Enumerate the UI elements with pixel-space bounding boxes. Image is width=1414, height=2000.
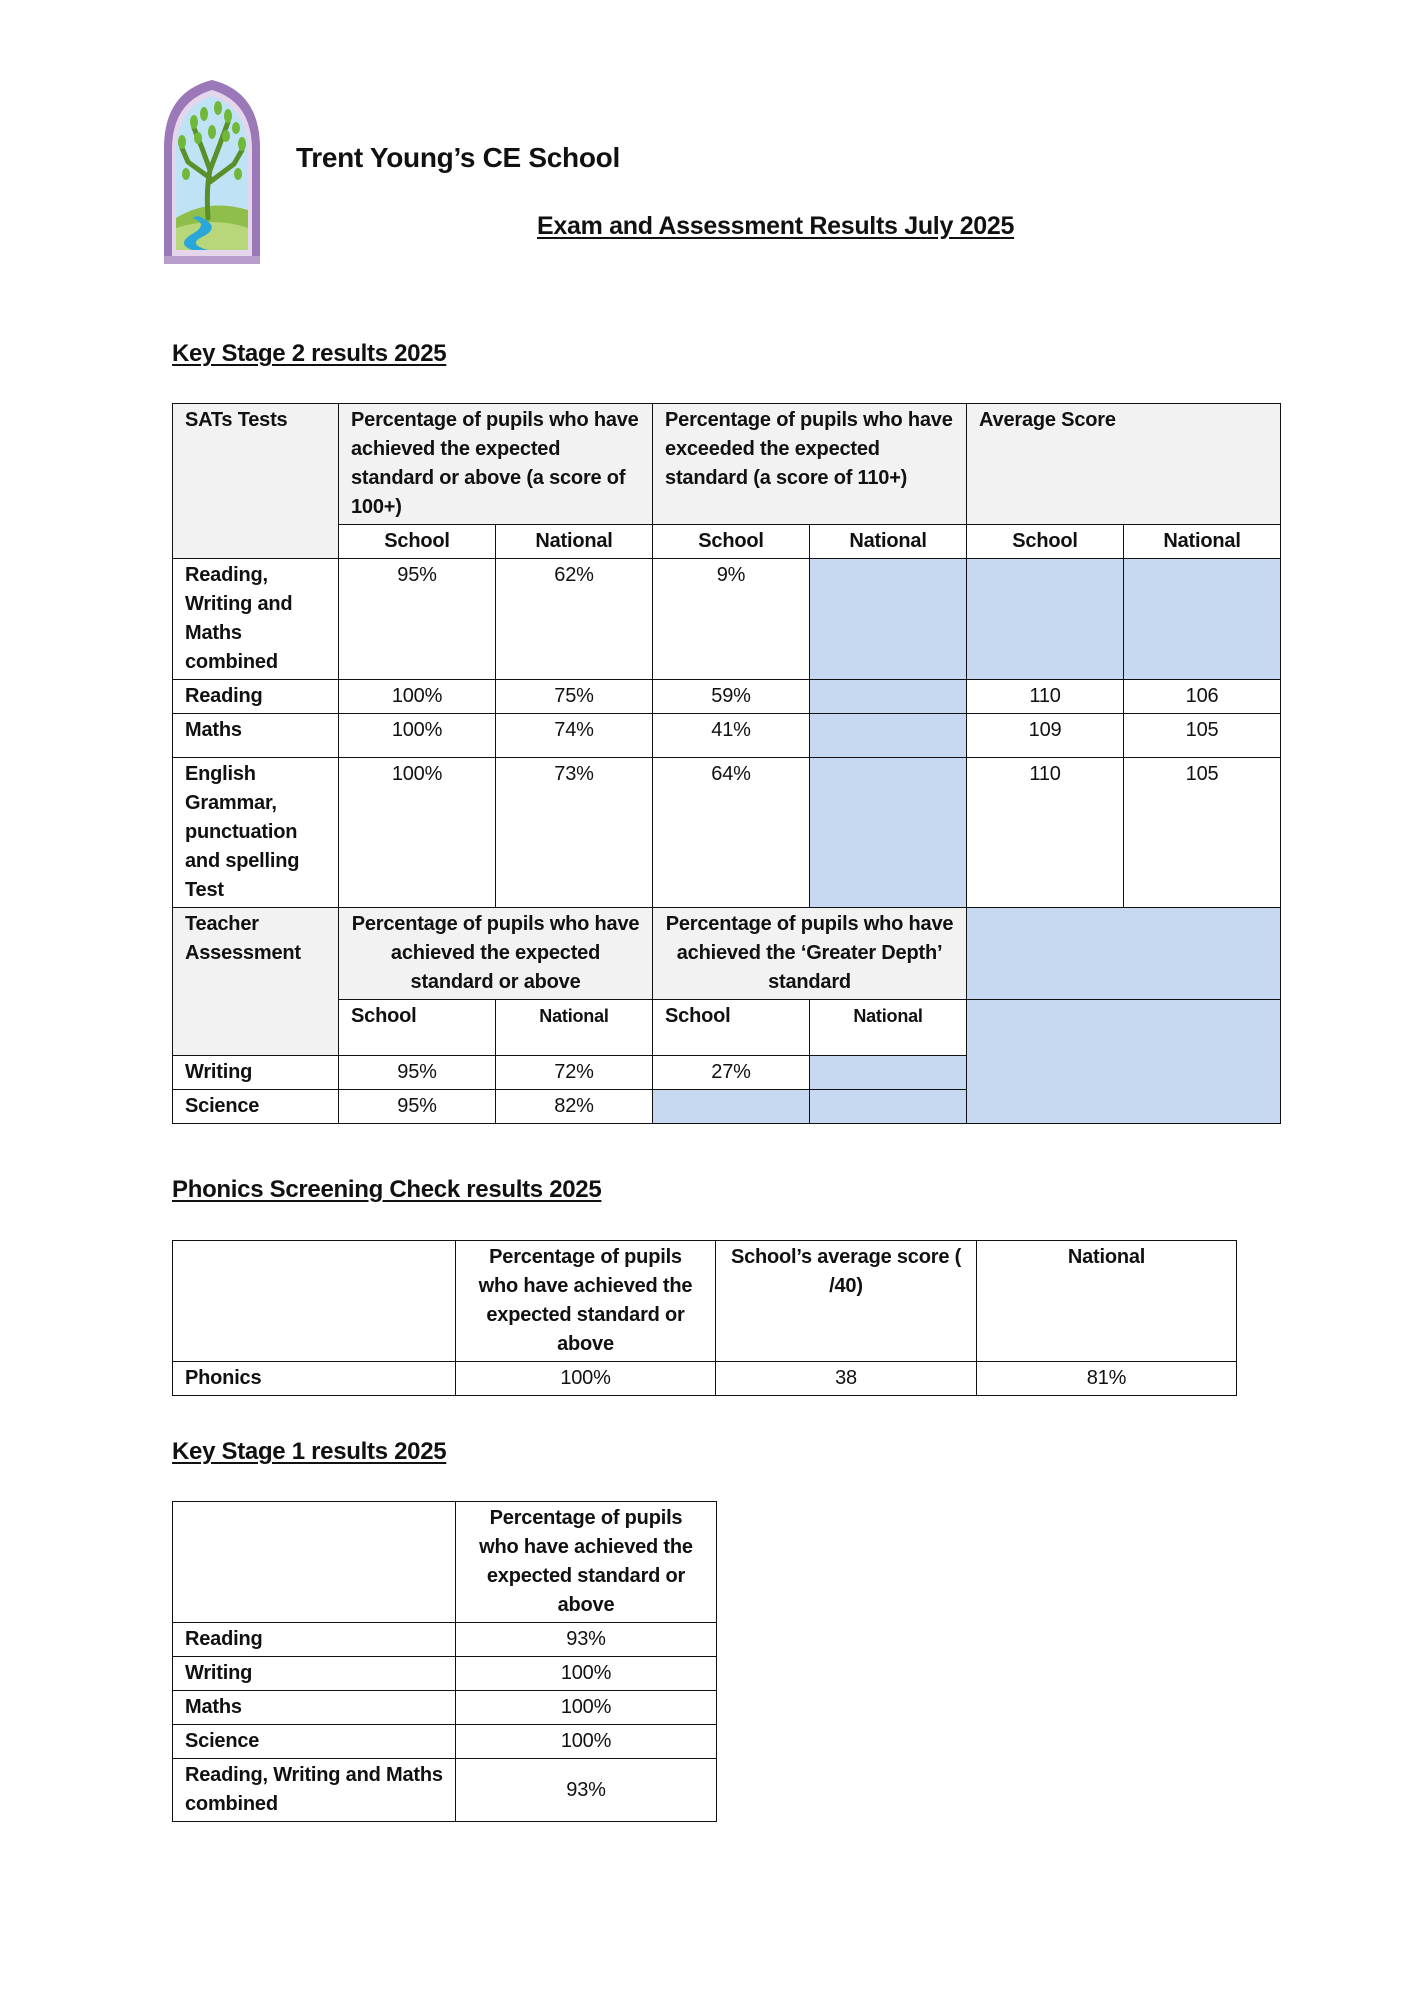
table-row bbox=[173, 1623, 717, 1657]
cell: 27% bbox=[653, 1056, 810, 1090]
sub-header: School bbox=[653, 525, 810, 559]
header-cell bbox=[173, 1502, 456, 1623]
cell: 95% bbox=[339, 1056, 496, 1090]
cell: 106 bbox=[1124, 680, 1281, 714]
shaded-cell bbox=[1124, 559, 1281, 680]
header-cell: Percentage of pupils who have achieved the expected standard or above bbox=[456, 1241, 716, 1362]
cell: 82% bbox=[496, 1090, 653, 1124]
cell: 109 bbox=[967, 714, 1124, 758]
shaded-cell bbox=[810, 714, 967, 758]
row-label: Reading bbox=[173, 680, 339, 714]
table-row bbox=[173, 559, 1281, 680]
ks2-results-table bbox=[172, 403, 1281, 1124]
cell: 81% bbox=[977, 1362, 1237, 1396]
row-label: Reading bbox=[173, 1623, 456, 1657]
ta-sub-header: National bbox=[810, 1000, 967, 1056]
table-row bbox=[173, 758, 1281, 908]
cell: 105 bbox=[1124, 714, 1281, 758]
corner-label: SATs Tests bbox=[173, 404, 339, 559]
cell: 38 bbox=[716, 1362, 977, 1396]
ks1-results-table bbox=[172, 1501, 717, 1822]
header-cell: School’s average score ( /40) bbox=[716, 1241, 977, 1362]
group-header-expected: Percentage of pupils who have achieved the expected standard or above (a score of 100+) bbox=[339, 404, 653, 525]
ta-sub-header: School bbox=[653, 1000, 810, 1056]
cell: 93% bbox=[456, 1759, 717, 1822]
table-row bbox=[173, 1725, 717, 1759]
sub-header: National bbox=[496, 525, 653, 559]
shaded-cell bbox=[810, 559, 967, 680]
row-label: Reading, Writing and Maths combined bbox=[173, 559, 339, 680]
ta-group-header-expected: Percentage of pupils who have achieved the expected standard or above bbox=[339, 908, 653, 1000]
cell: 100% bbox=[339, 680, 496, 714]
phonics-heading: Phonics Screening Check results 2025 bbox=[172, 1176, 602, 1203]
cell: 93% bbox=[456, 1623, 717, 1657]
sub-header: National bbox=[1124, 525, 1281, 559]
table-row bbox=[173, 1657, 717, 1691]
phonics-results-table bbox=[172, 1240, 1237, 1396]
cell: 100% bbox=[456, 1691, 717, 1725]
document-title: Exam and Assessment Results July 2025 bbox=[537, 212, 1015, 240]
school-name: Trent Young’s CE School bbox=[296, 142, 620, 173]
cell: 95% bbox=[339, 559, 496, 680]
ks2-heading: Key Stage 2 results 2025 bbox=[172, 340, 447, 367]
cell: 75% bbox=[496, 680, 653, 714]
cell: 72% bbox=[496, 1056, 653, 1090]
group-header-average: Average Score bbox=[967, 404, 1281, 525]
sub-header: School bbox=[339, 525, 496, 559]
cell: 100% bbox=[456, 1362, 716, 1396]
row-label: English Grammar, punctuation and spelling Test bbox=[173, 758, 339, 908]
shaded-cell bbox=[810, 1090, 967, 1124]
header-cell: Percentage of pupils who have achieved the expected standard or above bbox=[456, 1502, 717, 1623]
cell: 100% bbox=[339, 758, 496, 908]
row-label: Reading, Writing and Maths combined bbox=[173, 1759, 456, 1822]
cell: 9% bbox=[653, 559, 810, 680]
row-label: Science bbox=[173, 1090, 339, 1124]
cell: 95% bbox=[339, 1090, 496, 1124]
row-label: Writing bbox=[173, 1657, 456, 1691]
ta-group-header-greater-depth: Percentage of pupils who have achieved the ‘Greater Depth’ standard bbox=[653, 908, 967, 1000]
shaded-cell bbox=[967, 559, 1124, 680]
teacher-assessment-label: Teacher Assessment bbox=[173, 908, 339, 1056]
table-row bbox=[173, 1691, 717, 1725]
row-label: Maths bbox=[173, 1691, 456, 1725]
row-label: Writing bbox=[173, 1056, 339, 1090]
sub-header: School bbox=[967, 525, 1124, 559]
shaded-cell bbox=[967, 908, 1281, 1000]
row-label: Maths bbox=[173, 714, 339, 758]
ta-sub-header: National bbox=[496, 1000, 653, 1056]
shaded-cell bbox=[653, 1090, 810, 1124]
ks1-heading: Key Stage 1 results 2025 bbox=[172, 1438, 447, 1465]
table-row bbox=[173, 1362, 1237, 1396]
cell: 100% bbox=[339, 714, 496, 758]
cell: 64% bbox=[653, 758, 810, 908]
cell: 59% bbox=[653, 680, 810, 714]
cell: 62% bbox=[496, 559, 653, 680]
shaded-cell bbox=[810, 1056, 967, 1090]
group-header-exceeded: Percentage of pupils who have exceeded the expected standard (a score of 110+) bbox=[653, 404, 967, 525]
school-logo-icon bbox=[158, 78, 266, 264]
row-label: Science bbox=[173, 1725, 456, 1759]
sub-header: National bbox=[810, 525, 967, 559]
cell: 41% bbox=[653, 714, 810, 758]
row-label: Phonics bbox=[173, 1362, 456, 1396]
header-cell: National bbox=[977, 1241, 1237, 1362]
cell: 105 bbox=[1124, 758, 1281, 908]
table-row bbox=[173, 1759, 717, 1822]
cell: 73% bbox=[496, 758, 653, 908]
table-row bbox=[173, 714, 1281, 758]
cell: 74% bbox=[496, 714, 653, 758]
cell: 110 bbox=[967, 758, 1124, 908]
ta-sub-header: School bbox=[339, 1000, 496, 1056]
table-row bbox=[173, 680, 1281, 714]
cell: 110 bbox=[967, 680, 1124, 714]
cell: 100% bbox=[456, 1657, 717, 1691]
cell: 100% bbox=[456, 1725, 717, 1759]
shaded-cell bbox=[967, 1000, 1281, 1124]
shaded-cell bbox=[810, 758, 967, 908]
shaded-cell bbox=[810, 680, 967, 714]
header-cell bbox=[173, 1241, 456, 1362]
